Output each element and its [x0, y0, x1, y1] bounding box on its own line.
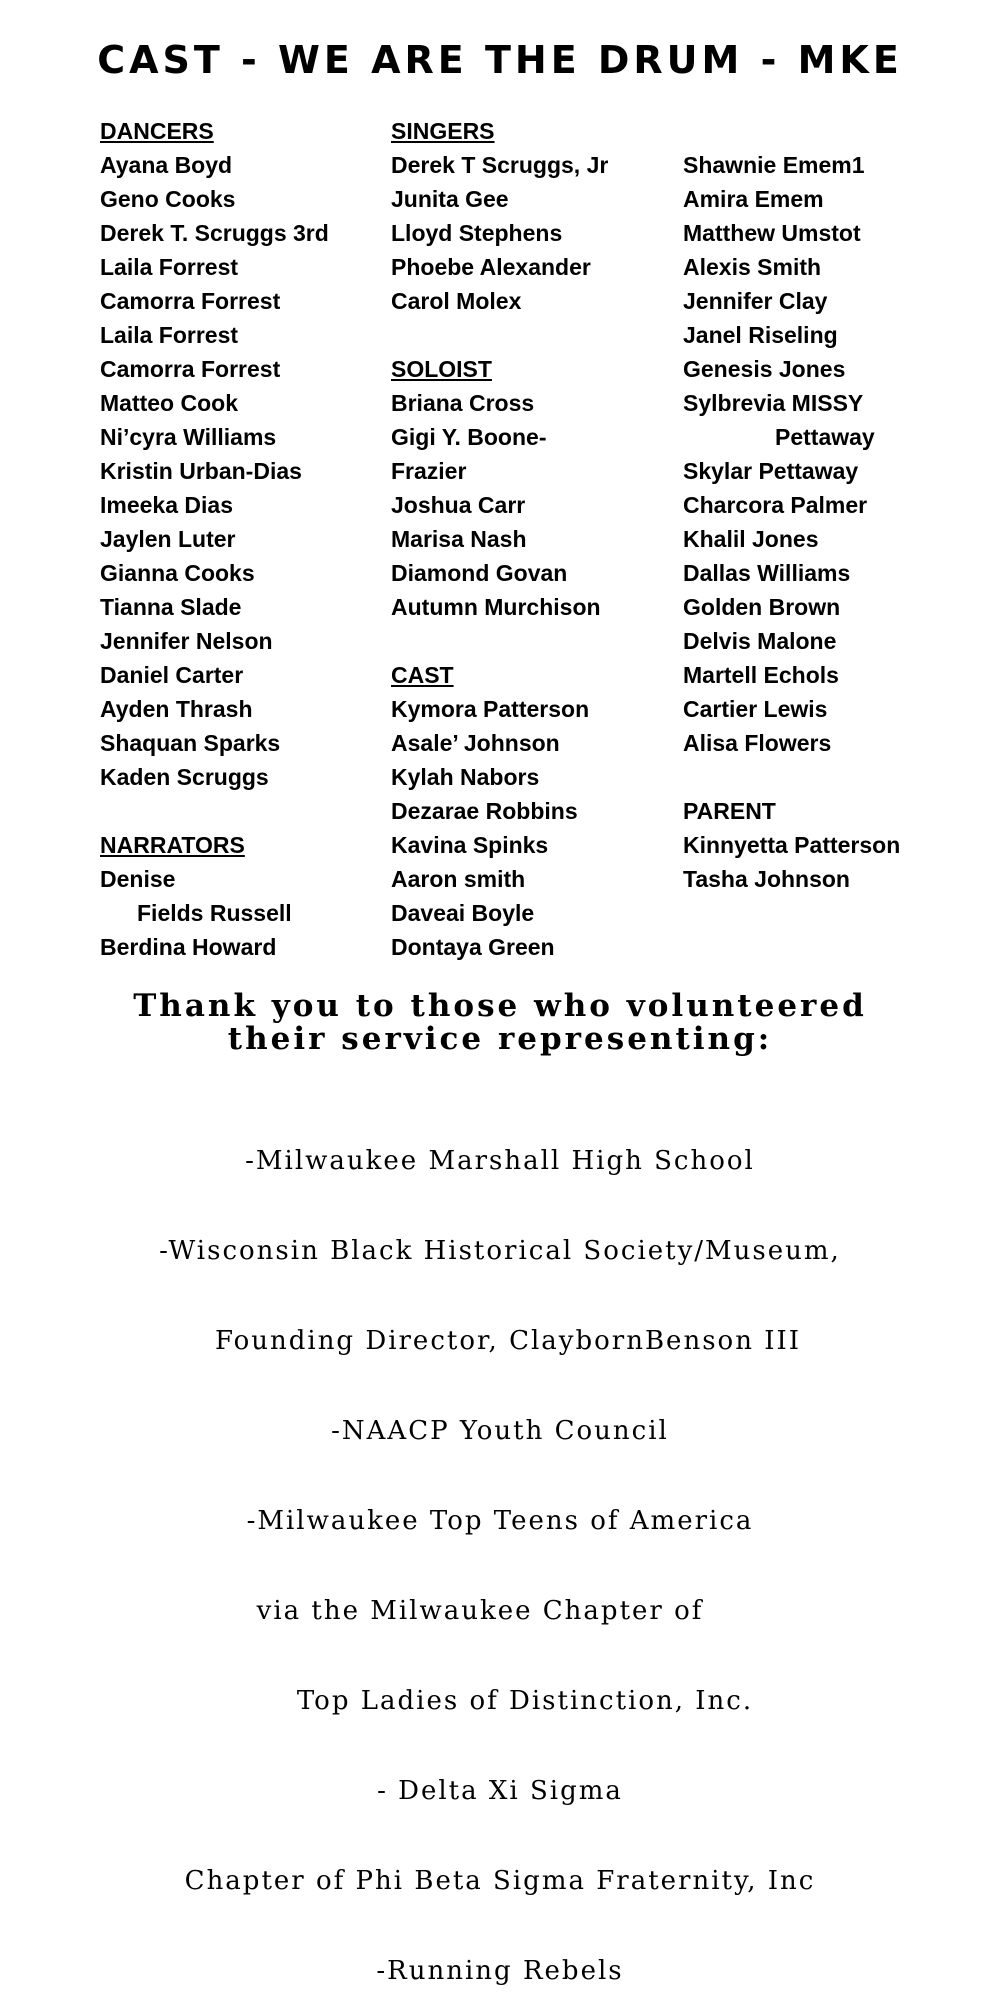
organization-line: - Delta Xi Sigma	[377, 1776, 623, 1806]
cast-member-name: Denise	[100, 866, 176, 892]
cast-member-name: Marisa Nash	[391, 526, 527, 552]
cast-member-name: Frazier	[391, 458, 467, 484]
spacer	[391, 318, 608, 352]
cast-member-name: Derek T. Scruggs 3rd	[100, 220, 329, 246]
cast-member-name: Dallas Williams	[683, 560, 851, 586]
organization-line: -Running Rebels	[376, 1956, 624, 1986]
cast-member-name: Shaquan Sparks	[100, 730, 281, 756]
cast-member-name: Charcora Palmer	[683, 492, 868, 518]
cast-member-name: Matteo Cook	[100, 390, 238, 416]
cast-member-name: Khalil Jones	[683, 526, 819, 552]
cast-member-name: Alisa Flowers	[683, 730, 832, 756]
cast-member-name: Camorra Forrest	[100, 288, 281, 314]
organization-line: Founding Director, ClaybornBenson III	[214, 1326, 802, 1356]
cast-member-name: Golden Brown	[683, 594, 841, 620]
cast-member-name: Camorra Forrest	[100, 356, 281, 382]
cast-member-name: Kinnyetta Patterson	[683, 832, 901, 858]
thank-you-line: their service representing:	[227, 1021, 773, 1057]
cast-member-name: Dezarae Robbins	[391, 798, 578, 824]
cast-member-name: Alexis Smith	[683, 254, 822, 280]
organization-line: via the Milwaukee Chapter of	[256, 1596, 704, 1626]
cast-column-2	[391, 114, 608, 964]
cast-member-name: Amira Emem	[683, 186, 824, 212]
cast-member-name: Diamond Govan	[391, 560, 568, 586]
cast-member-name: Geno Cooks	[100, 186, 236, 212]
spacer	[683, 114, 900, 148]
spacer	[683, 760, 900, 794]
section-heading: DANCERS	[100, 118, 214, 144]
cast-member-name: Ni’cyra Williams	[100, 424, 277, 450]
cast-member-name: Cartier Lewis	[683, 696, 828, 722]
cast-member-name: Lloyd Stephens	[391, 220, 563, 246]
cast-member-name: Autumn Murchison	[391, 594, 601, 620]
cast-member-name: Shawnie Emem1	[683, 152, 865, 178]
cast-member-name: Jennifer Nelson	[100, 628, 273, 654]
section-heading: SINGERS	[391, 118, 495, 144]
cast-member-name: Kaden Scruggs	[100, 764, 269, 790]
organization-line: -NAACP Youth Council	[331, 1416, 669, 1446]
cast-member-name: Joshua Carr	[391, 492, 526, 518]
cast-member-name: Derek T Scruggs, Jr	[391, 152, 609, 178]
section-heading: CAST	[391, 662, 454, 688]
cast-member-name: Ayden Thrash	[100, 696, 253, 722]
organization-line: Chapter of Phi Beta Sigma Fraternity, Inc	[184, 1866, 816, 1896]
cast-member-name: Laila Forrest	[100, 322, 239, 348]
cast-member-name: Tianna Slade	[100, 594, 242, 620]
cast-member-name: Delvis Malone	[683, 628, 837, 654]
cast-member-name: Daniel Carter	[100, 662, 244, 688]
cast-column-3	[683, 114, 900, 896]
cast-member-name: Briana Cross	[391, 390, 535, 416]
spacer	[391, 624, 608, 658]
organization-line: -Milwaukee Marshall High School	[245, 1146, 755, 1176]
cast-member-name: Kavina Spinks	[391, 832, 549, 858]
cast-member-name: Skylar Pettaway	[683, 458, 859, 484]
cast-member-name: Martell Echols	[683, 662, 839, 688]
section-heading: PARENT	[683, 798, 776, 824]
page-title: CAST - WE ARE THE DRUM - MKE	[97, 38, 903, 82]
thank-you-line: Thank you to those who volunteered	[133, 988, 867, 1024]
cast-member-name: Phoebe Alexander	[391, 254, 591, 280]
section-heading: SOLOIST	[391, 356, 492, 382]
cast-member-name: Laila Forrest	[100, 254, 239, 280]
spacer	[100, 794, 329, 828]
organization-line: -Milwaukee Top Teens of America	[246, 1506, 754, 1536]
cast-member-name: Junita Gee	[391, 186, 509, 212]
thank-you-message	[0, 990, 1000, 1056]
cast-member-name: Berdina Howard	[100, 934, 277, 960]
cast-member-name: Aaron smith	[391, 866, 526, 892]
cast-member-name: Jaylen Luter	[100, 526, 236, 552]
cast-member-name: Kylah Nabors	[391, 764, 540, 790]
cast-member-name: Genesis Jones	[683, 356, 846, 382]
cast-member-name: Kymora Patterson	[391, 696, 590, 722]
cast-member-name: Matthew Umstot	[683, 220, 861, 246]
cast-member-name: Daveai Boyle	[391, 900, 535, 926]
organization-line: Top Ladies of Distinction, Inc.	[296, 1686, 754, 1716]
cast-member-name: Carol Molex	[391, 288, 522, 314]
cast-member-name: Gigi Y. Boone-	[391, 424, 547, 450]
cast-member-name: Imeeka Dias	[100, 492, 233, 518]
cast-member-name: Fields Russell	[137, 900, 292, 926]
cast-member-name: Dontaya Green	[391, 934, 555, 960]
cast-column-1	[100, 114, 329, 964]
cast-member-name: Pettaway	[775, 424, 875, 450]
cast-member-name: Kristin Urban-Dias	[100, 458, 302, 484]
cast-member-name: Asale’ Johnson	[391, 730, 560, 756]
organization-line: -Wisconsin Black Historical Society/Museum,	[159, 1236, 841, 1266]
section-heading: NARRATORS	[100, 832, 245, 858]
cast-member-name: Gianna Cooks	[100, 560, 255, 586]
cast-member-name: Sylbrevia MISSY	[683, 390, 864, 416]
cast-member-name: Jennifer Clay	[683, 288, 828, 314]
cast-member-name: Ayana Boyd	[100, 152, 233, 178]
organization-list	[0, 1086, 1000, 2016]
cast-member-name: Tasha Johnson	[683, 866, 850, 892]
cast-member-name: Janel Riseling	[683, 322, 838, 348]
